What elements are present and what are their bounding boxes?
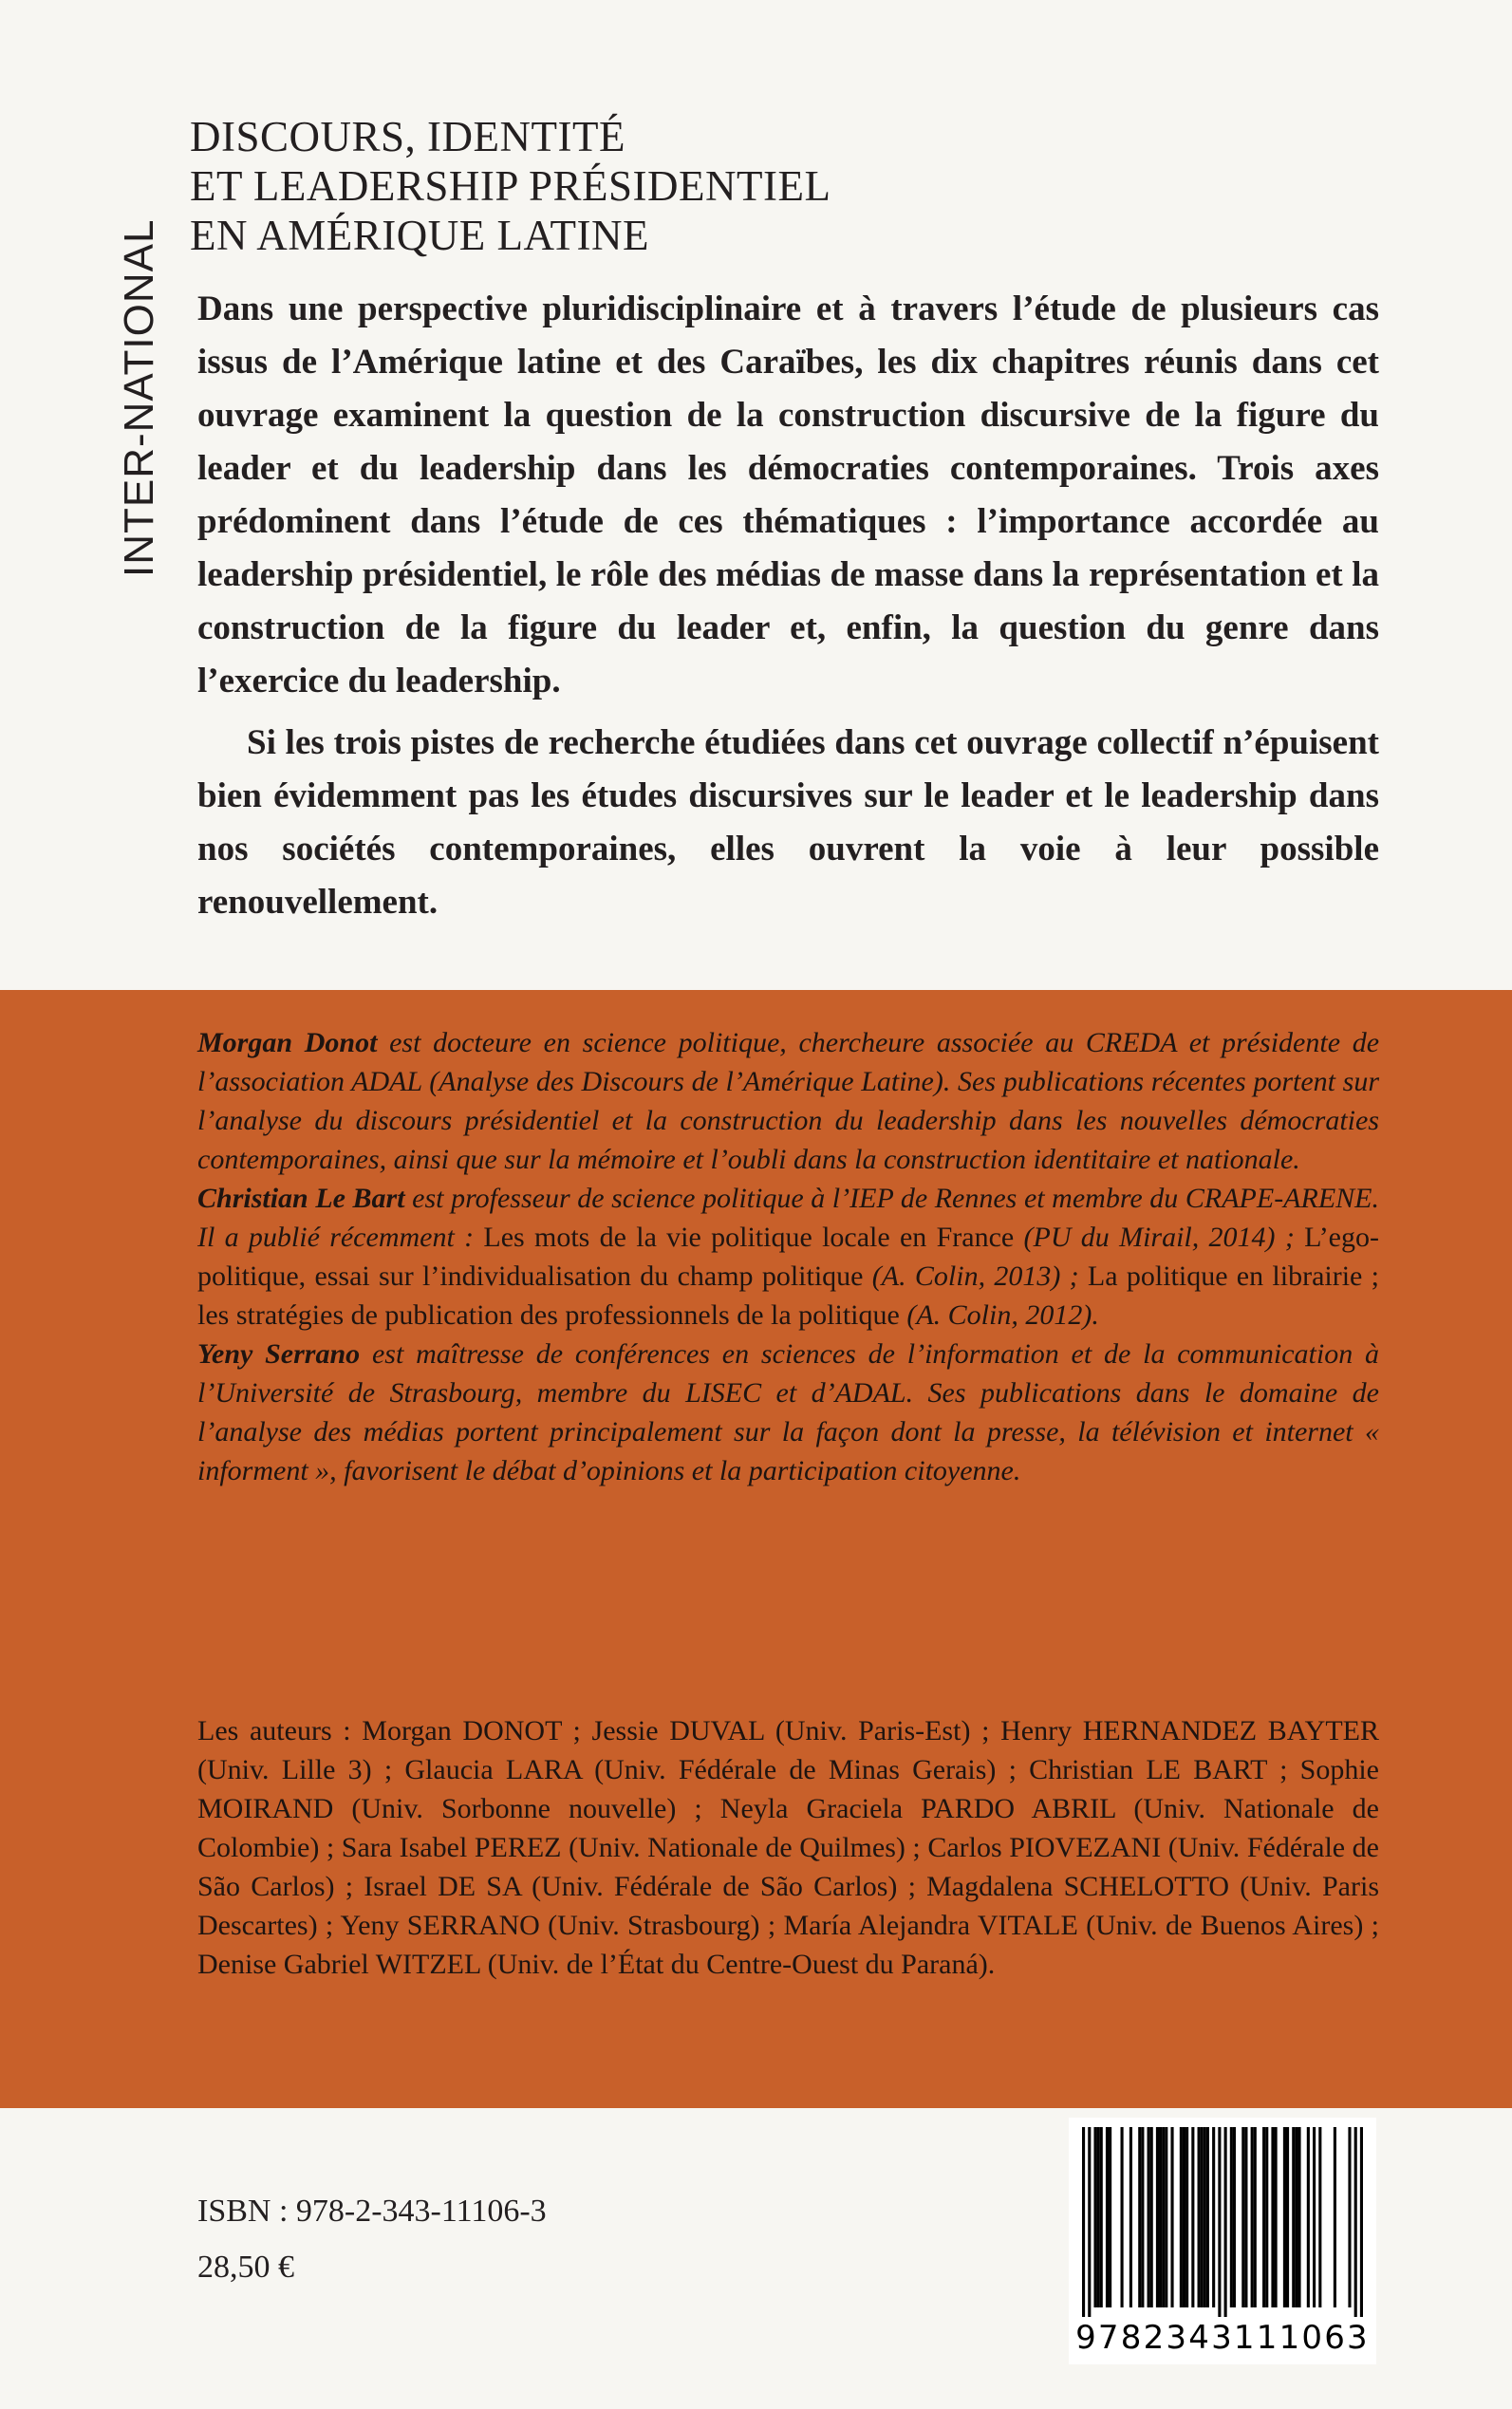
summary-paragraph-1: Dans une perspective pluridisciplinaire et à travers l’étude de plusieurs cas issus de l’Amérique latine et des Caraïbes, les dix chapitres réunis dans cet ouvrage examinent la question de la construction discursive de la figure du leader et du leadership dans les démocraties contemporaines. Trois axes prédominent dans l’étude de ces thématiques : l’importance accordée au leadership présidentiel, le rôle des médias de masse dans la représentation et la construction de la figure du leader et, enfin, la question du genre dans l’exercice du leadership. [197,289,1379,700]
barcode-bar [1150,2127,1153,2307]
barcode-bar [1170,2127,1173,2307]
barcode-bar [1109,2127,1111,2307]
barcode-bar [1204,2127,1206,2307]
barcode-bar [1201,2127,1204,2307]
barcode-bar [1097,2127,1100,2307]
barcode-bar [1185,2127,1188,2307]
barcode-bar [1275,2127,1278,2307]
bio-name: Christian Le Bart [197,1183,405,1214]
barcode-bars [1082,2127,1363,2317]
bio-name: Yeny Serrano [197,1338,361,1370]
barcode-bar [1141,2127,1144,2307]
barcode-bar [1286,2127,1289,2307]
barcode-bar [1218,2127,1221,2317]
barcode-bar [1165,2127,1167,2307]
barcode-bar [1180,2127,1183,2307]
barcode-bar [1354,2127,1357,2317]
title-line: ET LEADERSHIP PRÉSIDENTIEL [190,162,831,210]
summary-paragraph-2: Si les trois pistes de recherche étudiées dans cet ouvrage collectif n’épuisent bien évidemment pas les études discursives sur le leader et le leadership dans nos sociétés contemporaines, elles ouvrent la voie à leur possible renouvellement. [197,723,1379,922]
barcode-bar [1244,2127,1247,2307]
barcode-bar [1283,2127,1286,2307]
barcode-bar [1334,2127,1336,2307]
barcode-bar [1088,2127,1091,2317]
contributors-list [197,1711,1379,1984]
barcode-bar [1082,2127,1085,2317]
barcode-bar [1360,2127,1363,2317]
bio-lebart [197,1179,1379,1335]
barcode-bar [1106,2127,1109,2307]
publisher-ref: (A. Colin, 2013) ; [863,1261,1088,1292]
barcode-bar [1162,2127,1165,2307]
title-line: EN AMÉRIQUE LATINE [190,212,649,259]
barcode-bar [1159,2127,1162,2307]
publisher-ref: (PU du Mirail, 2014) ; [1014,1222,1305,1253]
bio-text: est professeur de science politique à l’IEP de Rennes et membre du CRAPE-ARENE. Il a publié récemment : [197,1183,1379,1253]
barcode [1069,2118,1376,2364]
barcode-bar [1148,2127,1150,2307]
barcode-bar [1307,2127,1310,2307]
barcode-bar [1129,2127,1132,2307]
book-title-ref: Les mots de la vie politique locale en France [483,1222,1015,1253]
book-title [190,112,1329,260]
barcode-bar [1295,2127,1297,2307]
barcode-bar [1212,2127,1215,2307]
barcode-bar [1206,2127,1209,2307]
barcode-bar [1251,2127,1254,2307]
bio-text: est docteure en science politique, chercheure associée au CREDA et présidente de l’association ADAL (Analyse des Discours de l’Amérique Latine). Ses publications récentes portent sur l’analyse du discours présidentiel et la construction du leadership dans les nouvelles démocraties contemporaines, ainsi que sur la mémoire et l’oubli dans la construction identitaire et nationale. [197,1027,1380,1175]
book-title-ref: L’ego-politique, essai sur l’individualisation du champ politique [197,1222,1379,1292]
author-bios [197,1023,1379,1490]
barcode-bar [1271,2127,1274,2307]
isbn: ISBN : 978-2-343-11106-3 [197,2194,547,2229]
series-text: INTER-NATIONAL [116,218,162,577]
summary [197,283,1379,929]
bio-name: Morgan Donot [197,1027,378,1058]
barcode-bar [1297,2127,1300,2307]
barcode-bar [1292,2127,1295,2307]
barcode-bar [1241,2127,1244,2307]
barcode-bar [1100,2127,1103,2307]
barcode-bar [1318,2127,1321,2307]
barcode-bar [1224,2127,1227,2317]
contributors-text: Les auteurs : Morgan DONOT ; Jessie DUVAL (Univ. Paris-Est) ; Henry HERNANDEZ BAYTER (Univ. Lille 3) ; Glaucia LARA (Univ. Fédérale de Minas Gerais) ; Christian LE BART ; Sophie MOIRAND (Univ. Sorbonne nouvelle) ; Neyla Graciela PARDO ABRIL (Univ. Nationale de Colombie) ; Sara Isabel PEREZ (Univ. Nationale de Quilmes) ; Carlos PIOVEZANI (Univ. Fédérale de São Carlos) ; Israel DE SA (Univ. Fédérale de São Carlos) ; Magdalena SCHELOTTO (Univ. Paris Descartes) ; Yeny SERRANO (Univ. Strasbourg) ; María Alejandra VITALE (Univ. de Buenos Aires) ; Denise Gabriel WITZEL (Univ. de l’État du Centre-Ouest du Paraná). [197,1715,1379,1980]
barcode-bar [1138,2127,1141,2307]
barcode-bar [1348,2127,1351,2307]
barcode-bar [1156,2127,1159,2307]
bio-serrano [197,1335,1379,1490]
barcode-bar [1198,2127,1201,2307]
barcode-digits: 9782343111063 [1075,2319,1370,2357]
barcode-bar [1233,2127,1236,2307]
barcode-bar [1262,2127,1265,2307]
bio-donot [197,1023,1379,1179]
bio-text: est maîtresse de conférences en sciences de l’information et de la communication à l’Université de Strasbourg, membre du LISEC et d’ADAL. Ses publications dans le domaine de l’analyse des médias portent principalement sur la façon dont la presse, la télévision et internet « informent », favorisent le débat d’opinions et la participation citoyenne. [197,1338,1380,1486]
barcode-bar [1093,2127,1096,2307]
barcode-bar [1121,2127,1124,2307]
title-line: DISCOURS, IDENTITÉ [190,113,625,160]
barcode-bar [1254,2127,1257,2307]
barcode-bar [1230,2127,1233,2307]
barcode-bar [1183,2127,1185,2307]
barcode-bar [1265,2127,1268,2307]
barcode-bar [1191,2127,1194,2307]
publisher-ref: (A. Colin, 2012). [899,1299,1099,1331]
barcode-bar [1313,2127,1316,2307]
price: 28,50 € [197,2250,294,2285]
book-title-ref: La politique en librairie ; les stratégies de publication des professionnels de la politique [197,1261,1379,1331]
